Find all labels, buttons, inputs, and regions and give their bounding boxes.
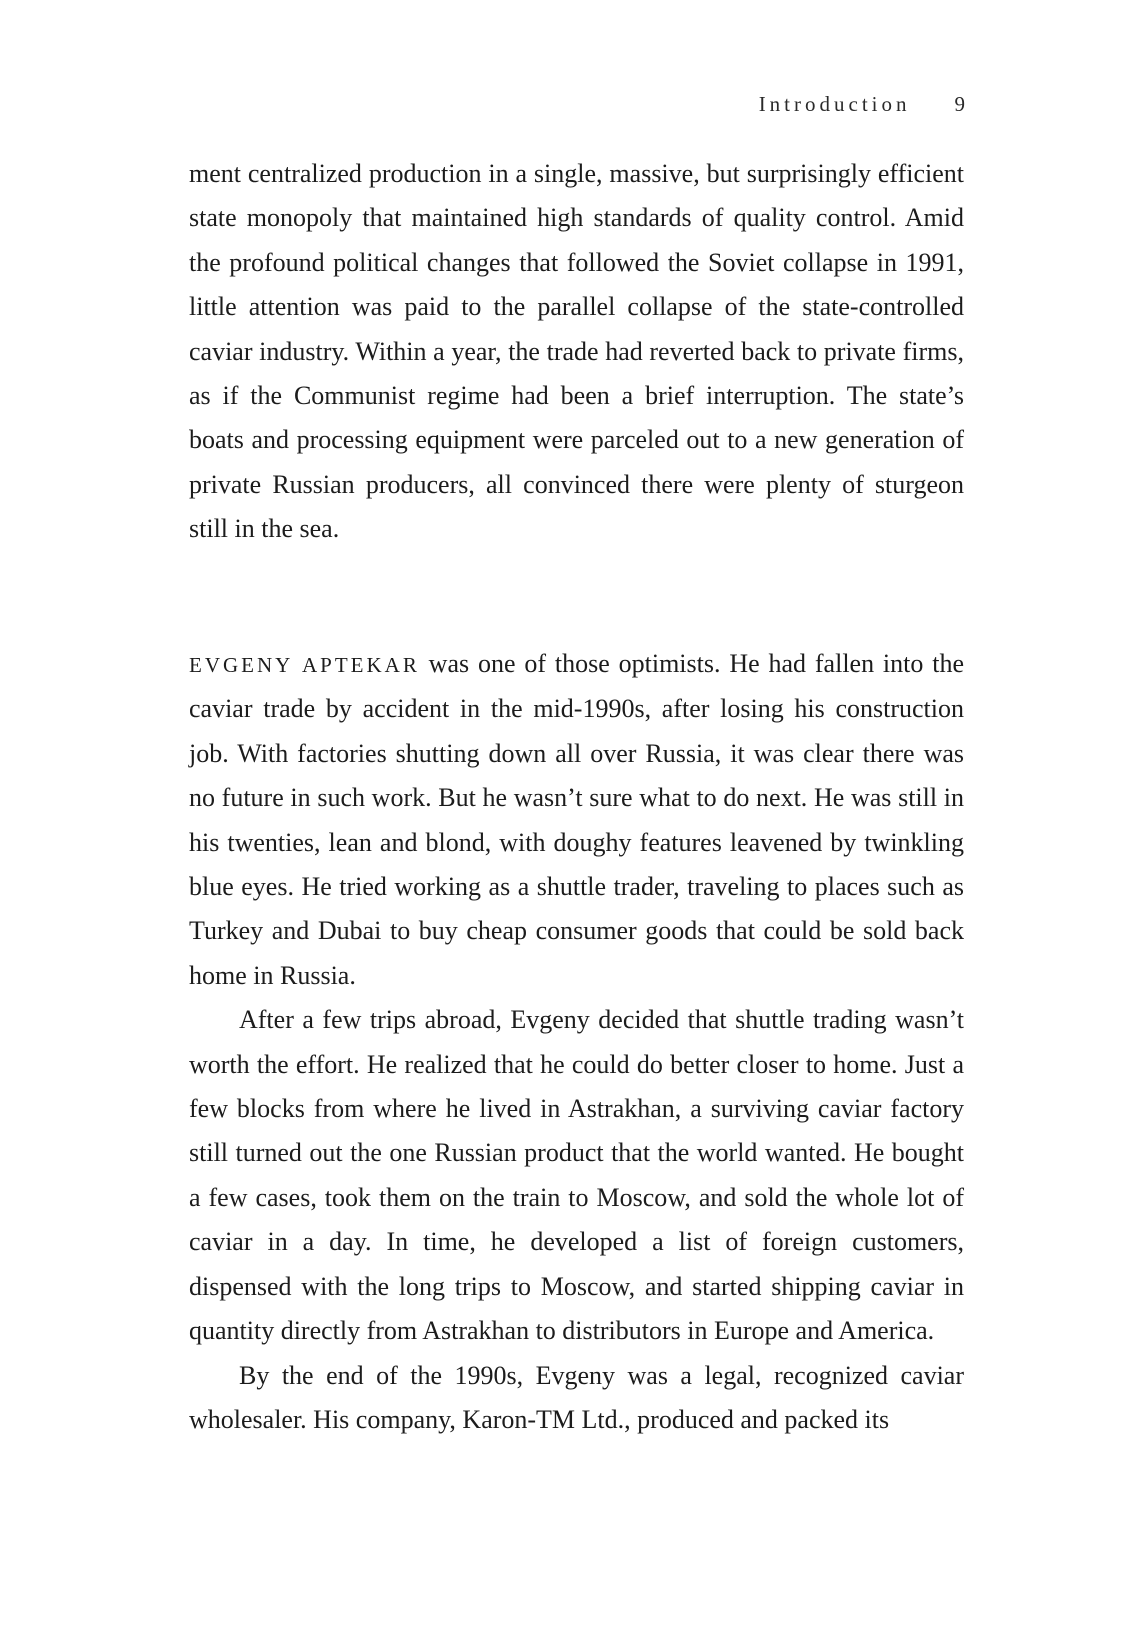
paragraph: By the end of the 1990s, Evgeny was a legal, recognized caviar wholesaler. His company, Karon-TM Ltd., produced and packed its xyxy=(189,1360,964,1434)
running-head-title: Introduction xyxy=(758,92,911,116)
paragraph-continued: ment centralized production in a single, massive, but surprisingly efficient state monopoly that maintained high standards of quality control. Amid the profound political changes that followed the Soviet collapse in 1991, little attention was paid to the parallel collapse of the state-controlled caviar industry. Within a year, the trade had reverted back to private firms, as if the Communist regime had been a brief interruption. The state’s boats and processing equipment were parceled out to a new generation of private Russian producers, all convinced there were plenty of sturgeon still in the sea. xyxy=(189,159,964,544)
paragraph: After a few trips abroad, Evgeny decided that shuttle trading wasn’t worth the effort. He realized that he could do better closer to home. Just a few blocks from where he lived in Astrakhan, a surviving caviar factory still turned out the one Russian product that the world wanted. He bought a few cases, took them on the train to Moscow, and sold the whole lot of caviar in a day. In time, he developed a list of foreign customers, dispensed with the long trips to Moscow, and started shipping caviar in quantity directly from Astrakhan to distributors in Europe and America. xyxy=(189,1005,964,1346)
page-number: 9 xyxy=(954,92,965,116)
paragraph-body: was one of those optimists. He had fallen into the caviar trade by accident in the mid-1990s, after losing his construction job. With factories shutting down all over Russia, it was clear there was no future in such work. But he wasn’t sure what to do next. He was still in his twenties, lean and blond, with doughy features leavened by twinkling blue eyes. He tried working as a shuttle trader, traveling to places such as Turkey and Dubai to buy cheap consumer goods that could be sold back home in Russia. xyxy=(189,649,965,990)
text-block-continued xyxy=(189,152,964,552)
lead-in-small-caps: EVGENY APTEKAR xyxy=(189,653,420,677)
text-block-section xyxy=(189,642,964,1442)
running-head xyxy=(759,92,965,117)
paragraph-section-opening xyxy=(189,642,964,998)
